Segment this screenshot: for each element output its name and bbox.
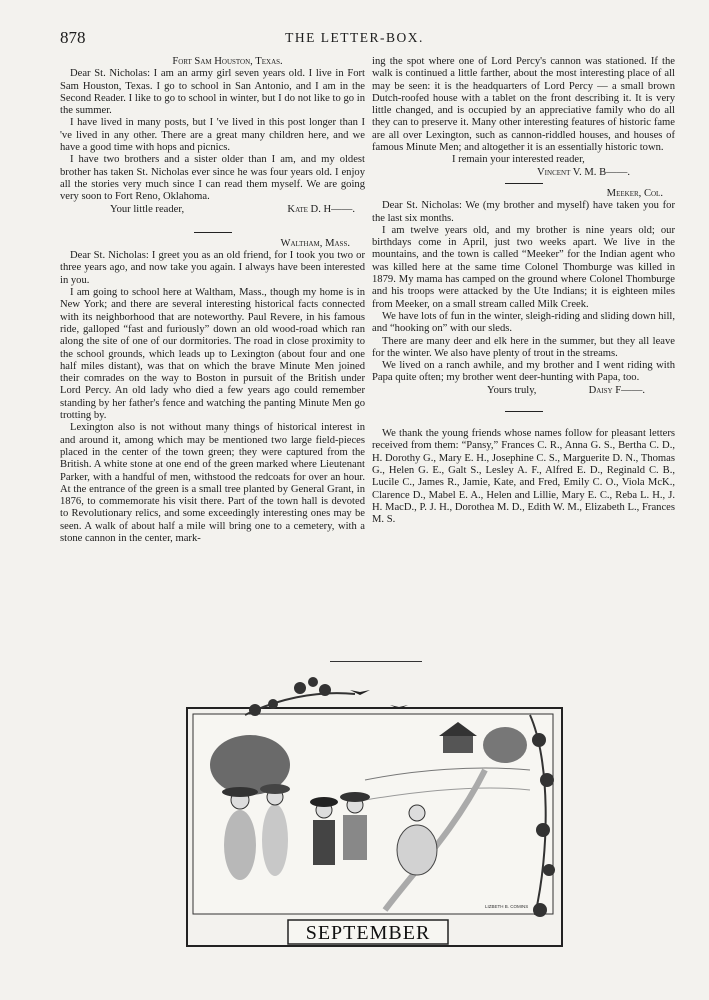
letter-1-para-2: I have lived in many posts, but I 've lived in this post longer than I 've lived in any other. There are a great many children here, and we have a good time with hops and picnics. bbox=[60, 117, 365, 154]
farmhouse bbox=[443, 735, 473, 753]
letter-3-para-5: We lived on a ranch awhile, and my brother and I went riding with Papa quite often; my brother went deer-hunting with Papa, too. bbox=[372, 360, 675, 384]
separator-rule bbox=[505, 411, 543, 412]
letter-2-closing: I remain your interested reader, bbox=[452, 154, 585, 166]
separator-rule bbox=[194, 232, 232, 233]
letter-1-para-1: Dear St. Nicholas: I am an army girl seven years old. I live in Fort Sam Houston, Texas. I go to school in San Antonio, and I am in the Second Reader. I like to go to school in winter, but I do not like to go in the summer. bbox=[60, 68, 365, 117]
letter-2-place: Waltham, Mass. bbox=[280, 237, 350, 249]
left-column bbox=[60, 56, 365, 545]
letter-2-para-2: I am going to school here at Waltham, Mass., though my home is in New York; and there are several interesting historical facts connected with its neighborhood that are noteworthy. Paul Revere, in his famous ride, galloped “fast and furiously” down an old wood-road which ran along the site of one of our dormitories. The road in close proximity to the school grounds, which leads up to Lexington (about four and one half miles distant), was that on which the brave Minute Men joined their comrades on the way to Boston in pursuit of the British under Lord Percy. An old lady who died a few years ago could remember standing by her father's fence and watching the panting Minute Men go trotting by. bbox=[60, 287, 365, 422]
letter-3-para-1: Dear St. Nicholas: We (my brother and myself) have taken you for the last six months. bbox=[372, 200, 675, 224]
letter-3-para-3: We have lots of fun in the winter, sleigh-riding and sliding down hill, and “hooking on” with our sleds. bbox=[372, 310, 675, 335]
running-head: THE LETTER-BOX. bbox=[285, 30, 424, 45]
september-illustration bbox=[185, 670, 575, 950]
letter-3-signature: Daisy F——. bbox=[588, 384, 645, 396]
letter-1-signature-line bbox=[60, 204, 365, 216]
section-rule bbox=[330, 661, 422, 662]
letter-1-para-3: I have two brothers and a sister older than I am, and my oldest brother has taken St. Nicholas ever since he was four years old. I enjoy all the stories very much since I can read them myself. We are going very soon to Fort Reno, Oklahoma. bbox=[60, 154, 365, 203]
letter-2-signature: Vincent V. M. B——. bbox=[537, 166, 630, 178]
letter-3-closing: Yours truly, bbox=[487, 384, 537, 396]
september-banner: SEPTEMBER bbox=[305, 922, 431, 944]
letter-2-continued: ing the spot where one of Lord Percy's cannon was stationed. If the walk is continued a little farther, about the most interesting place of all may be seen: it is the headquarters of Lord Percy — a small brown Dutch-roofed house with a tablet on the front describing it. It is very little changed, and is occupied by an appreciative family who do all they can to preserve it. Many other interesting features of historic fame are all over Lexington, such as cannon-riddled houses, and houses of famous Minute Men; and altogether it is an essentially historic town. bbox=[372, 56, 675, 154]
letter-3-signature-line bbox=[372, 385, 675, 397]
letter-1-place: Fort Sam Houston, Texas. bbox=[172, 56, 283, 67]
letter-2-para-1: Dear St. Nicholas: I greet you as an old friend, for I took you two or three years ago, and now take you again. I always have been interested in you. bbox=[60, 250, 365, 286]
letter-3-para-4: There are many deer and elk here in the summer, but they all leave for the winter. We also have plenty of trout in the streams. bbox=[372, 335, 675, 359]
letter-3-place: Meeker, Col. bbox=[606, 187, 663, 199]
letter-2-para-3: Lexington also is not without many things of historical interest in and around it, among which may be mentioned two large field-pieces placed in the center of the town green; they were captured from the British. A white stone at one end of the green marked where Lieutenant Parker, with a handful of men, withstood the redcoats for over an hour. At the entrance of the green is a small tree planted by General Grant, in 1876, to commemorate his visit there. Part of the town hall is devoted to Revolutionary relics, and some exceedingly interesting ones may be seen. A walk of about half a mile will bring one to a cemetery, with a stone cannon in the center, mark- bbox=[60, 422, 365, 544]
artist-credit: LIZBETH B. COMINS bbox=[485, 904, 529, 909]
thanks-paragraph: We thank the young friends whose names follow for pleasant letters received from them: “Pansy,” Frances C. R., Anna G. S., Bertha C. D., H. Dorothy G., Mary E. H., Josephine C. S., Marguerite D. N., Thomas G., Helen G. E., Galt S., Lesley A. F., Alfred E. D., Reginald C. B., Lucile C., James R., Jamie, Kate, and Fred, Emily C. O., Viola McK., Clarence D., Mabel E. A., Helen and Lillie, Mary E. C., Reba L. H., J. H. MacD., P. J. H., Dorothea M. D., Edith W. M., Elizabeth L., Frances M. S. bbox=[372, 428, 675, 526]
right-column bbox=[372, 56, 675, 526]
letter-1-signature: Kate D. H——. bbox=[287, 203, 355, 215]
separator-rule bbox=[505, 183, 543, 184]
letter-3-para-2: I am twelve years old, and my brother is nine years old; our birthdays come in April, just two weeks apart. We live in the mountains, and the town is called “Meeker” for the Indian agent who was killed here at the same time Colonel Thomburge was killed in 1879. My mama has camped on the ground where Colonel Thomburge and his troops were attacked by the Ute Indians; it is eighteen miles from Meeker, on a small stream called Milk Creek. bbox=[372, 224, 675, 310]
letter-1-closing: Your little reader, bbox=[110, 203, 185, 215]
tree bbox=[483, 727, 527, 763]
page-number: 878 bbox=[60, 28, 86, 47]
